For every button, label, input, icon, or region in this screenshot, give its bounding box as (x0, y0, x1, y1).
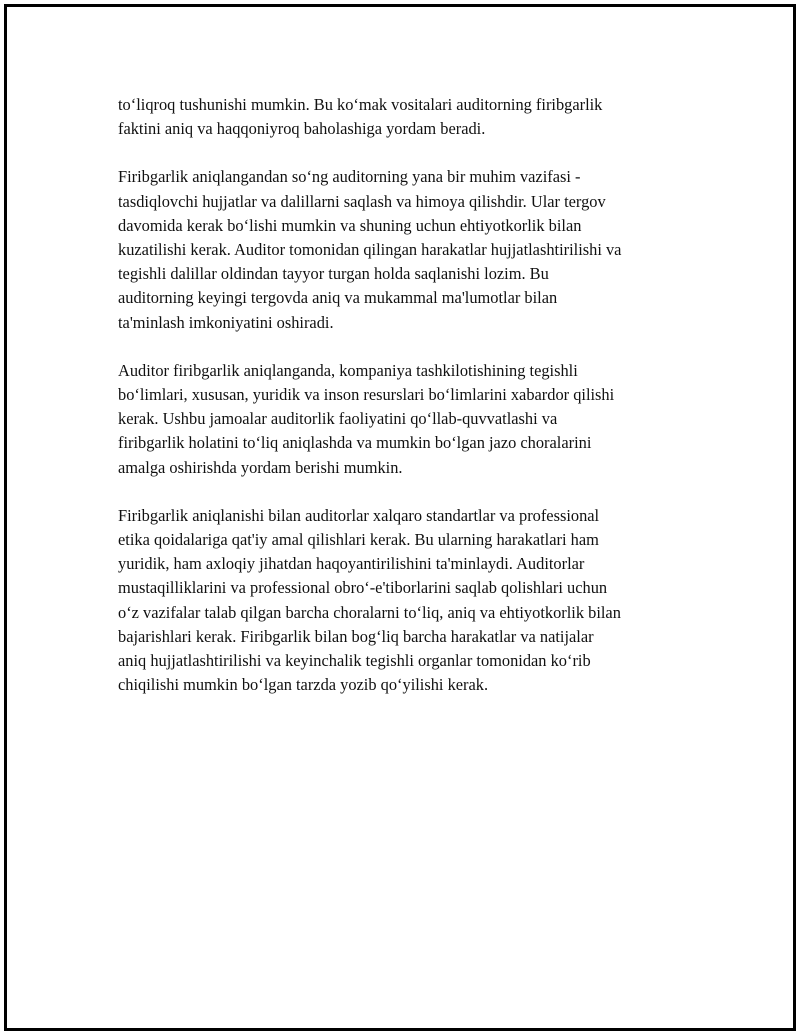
paragraph-4: Firibgarlik aniqlanishi bilan auditorlar xalqaro standartlar va professional etika qoidalariga qat'iy amal qilishlari kerak. Bu ularning harakatlari ham yuridik, ham axloqiy jihatdan haqoyantirilishini ta'minlaydi. Auditorlar mustaqilliklarini va professional obro‘-e'tiborlarini saqlab qolishlari uchun o‘z vazifalar talab qilgan barcha choralarni to‘liq, aniq va ehtiyotkorlik bilan bajarishlari kerak. Firibgarlik bilan bog‘liq barcha harakatlar va natijalar aniq hujjatlashtirilishi va keyinchalik tegishli organlar tomonidan ko‘rib chiqilishi mumkin bo‘lgan tarzda yozib qo‘yilishi kerak. (118, 505, 621, 695)
paragraph-2: Firibgarlik aniqlangandan so‘ng auditorning yana bir muhim vazifasi - tasdiqlovchi hujjatlar va dalillarni saqlash va himoya qilishdir. Ular tergov davomida kerak bo‘lishi mumkin va shuning uchun ehtiyotkorlik bilan kuzatilishi kerak. Auditor tomonidan qilingan harakatlar hujjatlashtirilishi va tegishli dalillar oldindan tayyor turgan holda saqlanishi lozim. Bu auditorning keyingi tergovda aniq va mukammal ma'lumotlar bilan ta'minlash imkoniyatini oshiradi. (118, 167, 622, 332)
document-body (118, 93, 698, 721)
paragraph-1: to‘liqroq tushunishi mumkin. Bu ko‘mak vositalari auditorning firibgarlik faktini aniq va haqqoniyroq baholashiga yordam beradi. (118, 95, 603, 139)
paragraph-3: Auditor firibgarlik aniqlanganda, kompaniya tashkilotishining tegishli bo‘limlari, xususan, yuridik va inson resurslari bo‘limlarini xabardor qilishi kerak. Ushbu jamoalar auditorlik faoliyatini qo‘llab-quvvatlashi va firibgarlik holatini to‘liq aniqlashda va mumkin bo‘lgan jazo choralarini amalga oshirishda yordam berishi mumkin. (118, 360, 615, 477)
